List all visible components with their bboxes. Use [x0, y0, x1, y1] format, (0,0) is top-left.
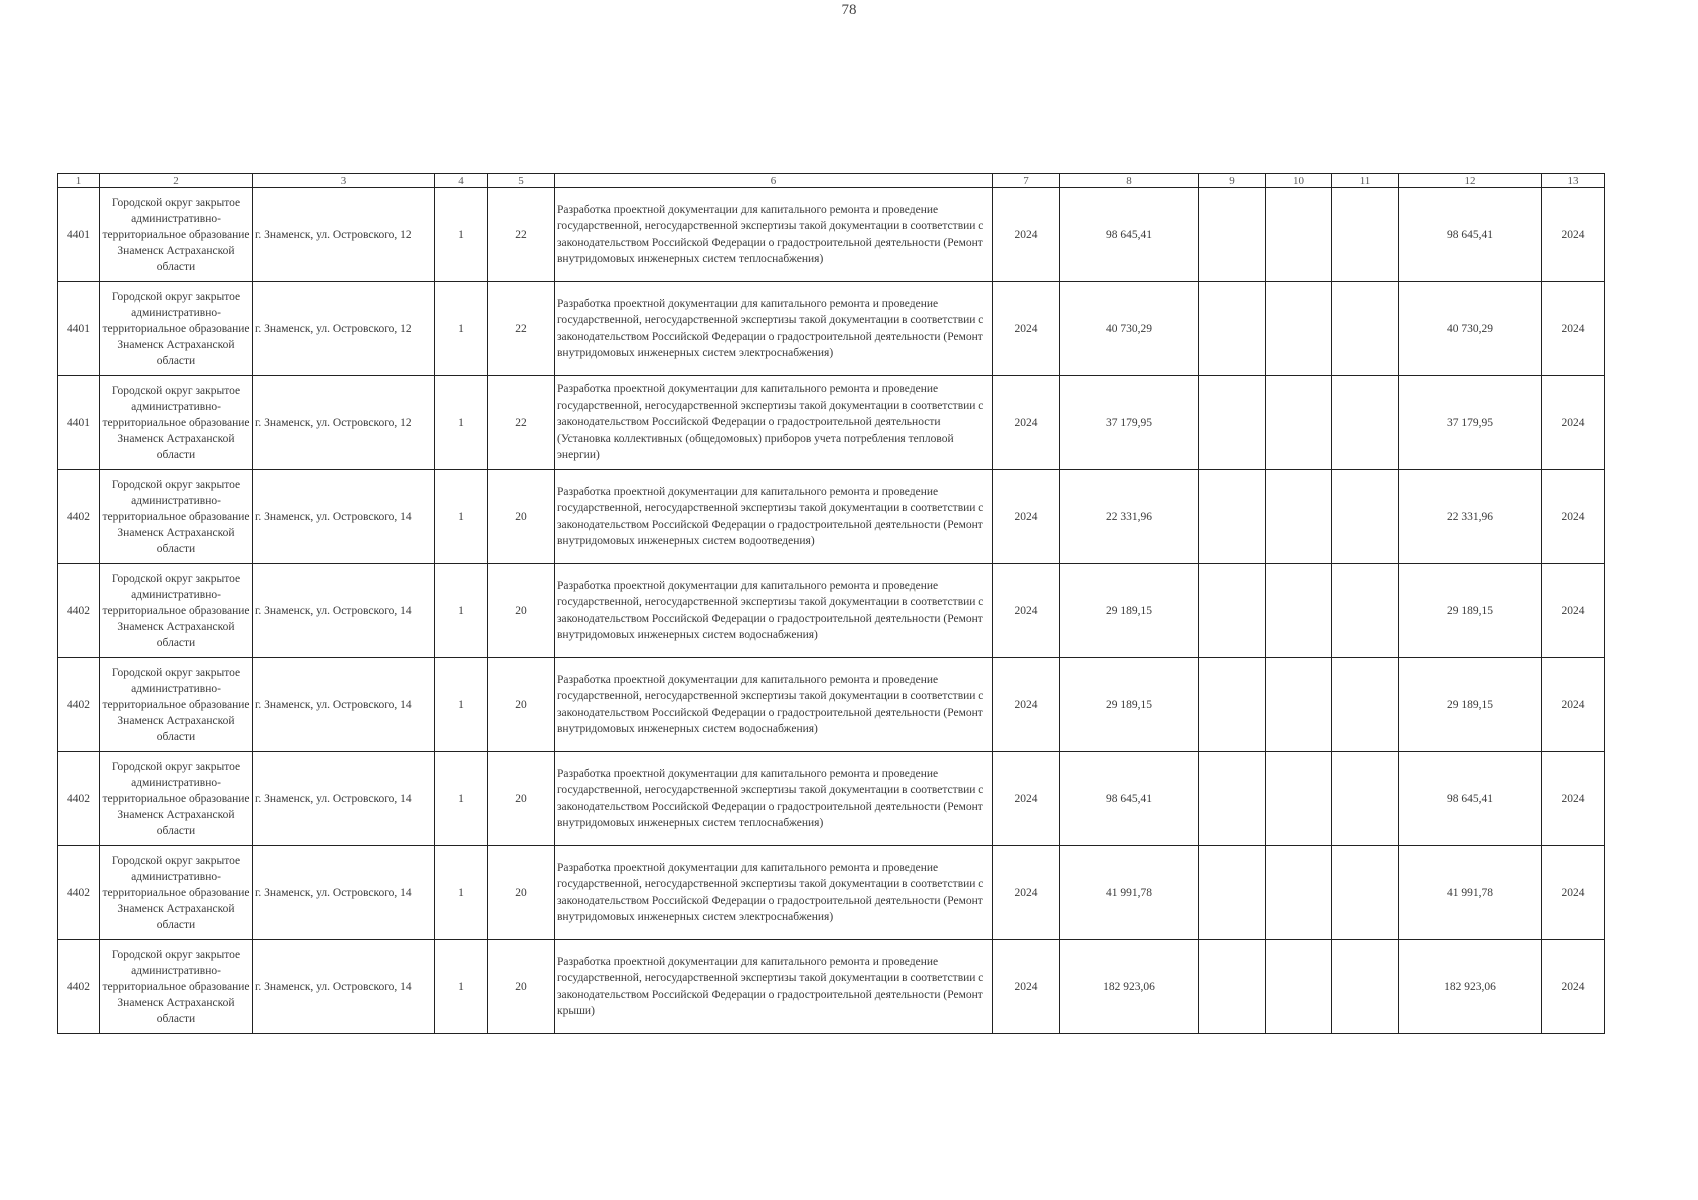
- cell-year: 2024: [993, 752, 1060, 846]
- cell-col5: 22: [488, 188, 555, 282]
- table-row: [58, 188, 1605, 282]
- column-header-1: 1: [58, 174, 100, 188]
- cell-col12: 22 331,96: [1399, 470, 1542, 564]
- column-header-4: 4: [435, 174, 488, 188]
- cell-col11: [1332, 846, 1399, 940]
- cell-municipality: Городской округ закрытое административно-территориальное образование Знаменск Астраханской области: [100, 752, 253, 846]
- cell-year: 2024: [993, 470, 1060, 564]
- cell-id: 4402: [58, 940, 100, 1034]
- cell-municipality: Городской округ закрытое административно-территориальное образование Знаменск Астраханской области: [100, 376, 253, 470]
- cell-col11: [1332, 470, 1399, 564]
- cell-id: 4401: [58, 188, 100, 282]
- table-body: [58, 188, 1605, 1034]
- cell-id: 4401: [58, 282, 100, 376]
- cell-municipality: Городской округ закрытое административно-территориальное образование Знаменск Астраханской области: [100, 658, 253, 752]
- table-row: [58, 752, 1605, 846]
- cell-address: г. Знаменск, ул. Островского, 12: [253, 282, 435, 376]
- column-header-6: 6: [555, 174, 993, 188]
- cell-address: г. Знаменск, ул. Островского, 14: [253, 752, 435, 846]
- cell-col10: [1266, 376, 1332, 470]
- cell-col13: 2024: [1542, 470, 1605, 564]
- cell-col11: [1332, 658, 1399, 752]
- cell-col12: 29 189,15: [1399, 658, 1542, 752]
- cell-total: 98 645,41: [1060, 752, 1199, 846]
- cell-col4: 1: [435, 376, 488, 470]
- cell-total: 37 179,95: [1060, 376, 1199, 470]
- cell-year: 2024: [993, 940, 1060, 1034]
- cell-col12: 98 645,41: [1399, 752, 1542, 846]
- cell-col5: 22: [488, 282, 555, 376]
- cell-total: 182 923,06: [1060, 940, 1199, 1034]
- cell-year: 2024: [993, 376, 1060, 470]
- cell-year: 2024: [993, 564, 1060, 658]
- cell-id: 4402: [58, 564, 100, 658]
- cell-col4: 1: [435, 188, 488, 282]
- cell-description: Разработка проектной документации для капитального ремонта и проведение государственной, негосударственной экспертизы такой документации в соответствии с законодательством Российской Федерации о градостроительной деятельности (Ремонт внутридомовых инженерных систем теплоснабжения): [555, 188, 993, 282]
- column-header-5: 5: [488, 174, 555, 188]
- cell-id: 4402: [58, 658, 100, 752]
- cell-col9: [1199, 188, 1266, 282]
- column-header-7: 7: [993, 174, 1060, 188]
- cell-id: 4401: [58, 376, 100, 470]
- cell-col10: [1266, 470, 1332, 564]
- cell-col9: [1199, 282, 1266, 376]
- column-header-2: 2: [100, 174, 253, 188]
- cell-description: Разработка проектной документации для капитального ремонта и проведение государственной, негосударственной экспертизы такой документации в соответствии с законодательством Российской Федерации о градостроительной деятельности (Ремонт внутридомовых инженерных систем теплоснабжения): [555, 752, 993, 846]
- cell-id: 4402: [58, 846, 100, 940]
- cell-total: 98 645,41: [1060, 188, 1199, 282]
- cell-col13: 2024: [1542, 188, 1605, 282]
- column-header-11: 11: [1332, 174, 1399, 188]
- cell-col4: 1: [435, 470, 488, 564]
- cell-total: 41 991,78: [1060, 846, 1199, 940]
- cell-col10: [1266, 752, 1332, 846]
- cell-id: 4402: [58, 752, 100, 846]
- cell-col5: 20: [488, 470, 555, 564]
- column-header-3: 3: [253, 174, 435, 188]
- cell-col13: 2024: [1542, 940, 1605, 1034]
- cell-address: г. Знаменск, ул. Островского, 14: [253, 564, 435, 658]
- cell-municipality: Городской округ закрытое административно-территориальное образование Знаменск Астраханской области: [100, 564, 253, 658]
- cell-address: г. Знаменск, ул. Островского, 14: [253, 846, 435, 940]
- table-row: [58, 470, 1605, 564]
- cell-col10: [1266, 940, 1332, 1034]
- cell-municipality: Городской округ закрытое административно-территориальное образование Знаменск Астраханской области: [100, 940, 253, 1034]
- cell-col9: [1199, 564, 1266, 658]
- cell-col12: 37 179,95: [1399, 376, 1542, 470]
- cell-col9: [1199, 376, 1266, 470]
- cell-col4: 1: [435, 658, 488, 752]
- cell-col12: 29 189,15: [1399, 564, 1542, 658]
- cell-col4: 1: [435, 564, 488, 658]
- cell-col13: 2024: [1542, 282, 1605, 376]
- cell-description: Разработка проектной документации для капитального ремонта и проведение государственной, негосударственной экспертизы такой документации в соответствии с законодательством Российской Федерации о градостроительной деятельности (Ремонт внутридомовых инженерных систем водоснабжения): [555, 564, 993, 658]
- cell-year: 2024: [993, 188, 1060, 282]
- cell-col10: [1266, 658, 1332, 752]
- cell-total: 29 189,15: [1060, 564, 1199, 658]
- cell-total: 40 730,29: [1060, 282, 1199, 376]
- cell-col13: 2024: [1542, 564, 1605, 658]
- cell-col10: [1266, 846, 1332, 940]
- cell-address: г. Знаменск, ул. Островского, 12: [253, 188, 435, 282]
- cell-col13: 2024: [1542, 752, 1605, 846]
- cell-col11: [1332, 564, 1399, 658]
- column-header-12: 12: [1399, 174, 1542, 188]
- table-header: [58, 174, 1605, 188]
- cell-address: г. Знаменск, ул. Островского, 14: [253, 940, 435, 1034]
- cell-municipality: Городской округ закрытое административно-территориальное образование Знаменск Астраханской области: [100, 282, 253, 376]
- cell-col4: 1: [435, 846, 488, 940]
- cell-col11: [1332, 282, 1399, 376]
- cell-col11: [1332, 188, 1399, 282]
- cell-total: 22 331,96: [1060, 470, 1199, 564]
- header-row: [58, 174, 1605, 188]
- cell-col9: [1199, 846, 1266, 940]
- table-row: [58, 282, 1605, 376]
- cell-col10: [1266, 188, 1332, 282]
- cell-col9: [1199, 658, 1266, 752]
- cell-col12: 40 730,29: [1399, 282, 1542, 376]
- cell-col9: [1199, 752, 1266, 846]
- column-header-13: 13: [1542, 174, 1605, 188]
- cell-description: Разработка проектной документации для капитального ремонта и проведение государственной, негосударственной экспертизы такой документации в соответствии с законодательством Российской Федерации о градостроительной деятельности (Ремонт крыши): [555, 940, 993, 1034]
- cell-col12: 98 645,41: [1399, 188, 1542, 282]
- cell-description: Разработка проектной документации для капитального ремонта и проведение государственной, негосударственной экспертизы такой документации в соответствии с законодательством Российской Федерации о градостроительной деятельности (Ремонт внутридомовых инженерных систем электроснабжения): [555, 846, 993, 940]
- cell-description: Разработка проектной документации для капитального ремонта и проведение государственной, негосударственной экспертизы такой документации в соответствии с законодательством Российской Федерации о градостроительной деятельности (Ремонт внутридомовых инженерных систем водоснабжения): [555, 658, 993, 752]
- cell-col5: 20: [488, 658, 555, 752]
- table-row: [58, 658, 1605, 752]
- cell-col5: 20: [488, 940, 555, 1034]
- table-row: [58, 376, 1605, 470]
- register-table: [57, 173, 1605, 1034]
- cell-col9: [1199, 470, 1266, 564]
- cell-year: 2024: [993, 658, 1060, 752]
- cell-col11: [1332, 752, 1399, 846]
- cell-description: Разработка проектной документации для капитального ремонта и проведение государственной, негосударственной экспертизы такой документации в соответствии с законодательством Российской Федерации о градостроительной деятельности (Ремонт внутридомовых инженерных систем электроснабжения): [555, 282, 993, 376]
- cell-col5: 22: [488, 376, 555, 470]
- cell-col5: 20: [488, 564, 555, 658]
- cell-year: 2024: [993, 282, 1060, 376]
- table-row: [58, 846, 1605, 940]
- cell-description: Разработка проектной документации для капитального ремонта и проведение государственной, негосударственной экспертизы такой документации в соответствии с законодательством Российской Федерации о градостроительной деятельности (Ремонт внутридомовых инженерных систем водоотведения): [555, 470, 993, 564]
- cell-col13: 2024: [1542, 846, 1605, 940]
- cell-address: г. Знаменск, ул. Островского, 12: [253, 376, 435, 470]
- cell-col13: 2024: [1542, 658, 1605, 752]
- cell-col11: [1332, 376, 1399, 470]
- column-header-10: 10: [1266, 174, 1332, 188]
- cell-municipality: Городской округ закрытое административно-территориальное образование Знаменск Астраханской области: [100, 188, 253, 282]
- cell-col5: 20: [488, 752, 555, 846]
- cell-description: Разработка проектной документации для капитального ремонта и проведение государственной, негосударственной экспертизы такой документации в соответствии с законодательством Российской Федерации о градостроительной деятельности (Установка коллективных (общедомовых) приборов учета потребления тепловой энергии): [555, 376, 993, 470]
- cell-address: г. Знаменск, ул. Островского, 14: [253, 470, 435, 564]
- cell-year: 2024: [993, 846, 1060, 940]
- cell-col4: 1: [435, 752, 488, 846]
- cell-municipality: Городской округ закрытое административно-территориальное образование Знаменск Астраханской области: [100, 470, 253, 564]
- cell-col10: [1266, 282, 1332, 376]
- column-header-9: 9: [1199, 174, 1266, 188]
- cell-col9: [1199, 940, 1266, 1034]
- cell-address: г. Знаменск, ул. Островского, 14: [253, 658, 435, 752]
- cell-col10: [1266, 564, 1332, 658]
- cell-col4: 1: [435, 282, 488, 376]
- cell-col11: [1332, 940, 1399, 1034]
- cell-col12: 41 991,78: [1399, 846, 1542, 940]
- cell-total: 29 189,15: [1060, 658, 1199, 752]
- cell-col4: 1: [435, 940, 488, 1034]
- table-row: [58, 564, 1605, 658]
- table-row: [58, 940, 1605, 1034]
- cell-col5: 20: [488, 846, 555, 940]
- cell-col12: 182 923,06: [1399, 940, 1542, 1034]
- cell-municipality: Городской округ закрытое административно-территориальное образование Знаменск Астраханской области: [100, 846, 253, 940]
- page-number: 78: [841, 2, 857, 18]
- cell-col13: 2024: [1542, 376, 1605, 470]
- cell-id: 4402: [58, 470, 100, 564]
- column-header-8: 8: [1060, 174, 1199, 188]
